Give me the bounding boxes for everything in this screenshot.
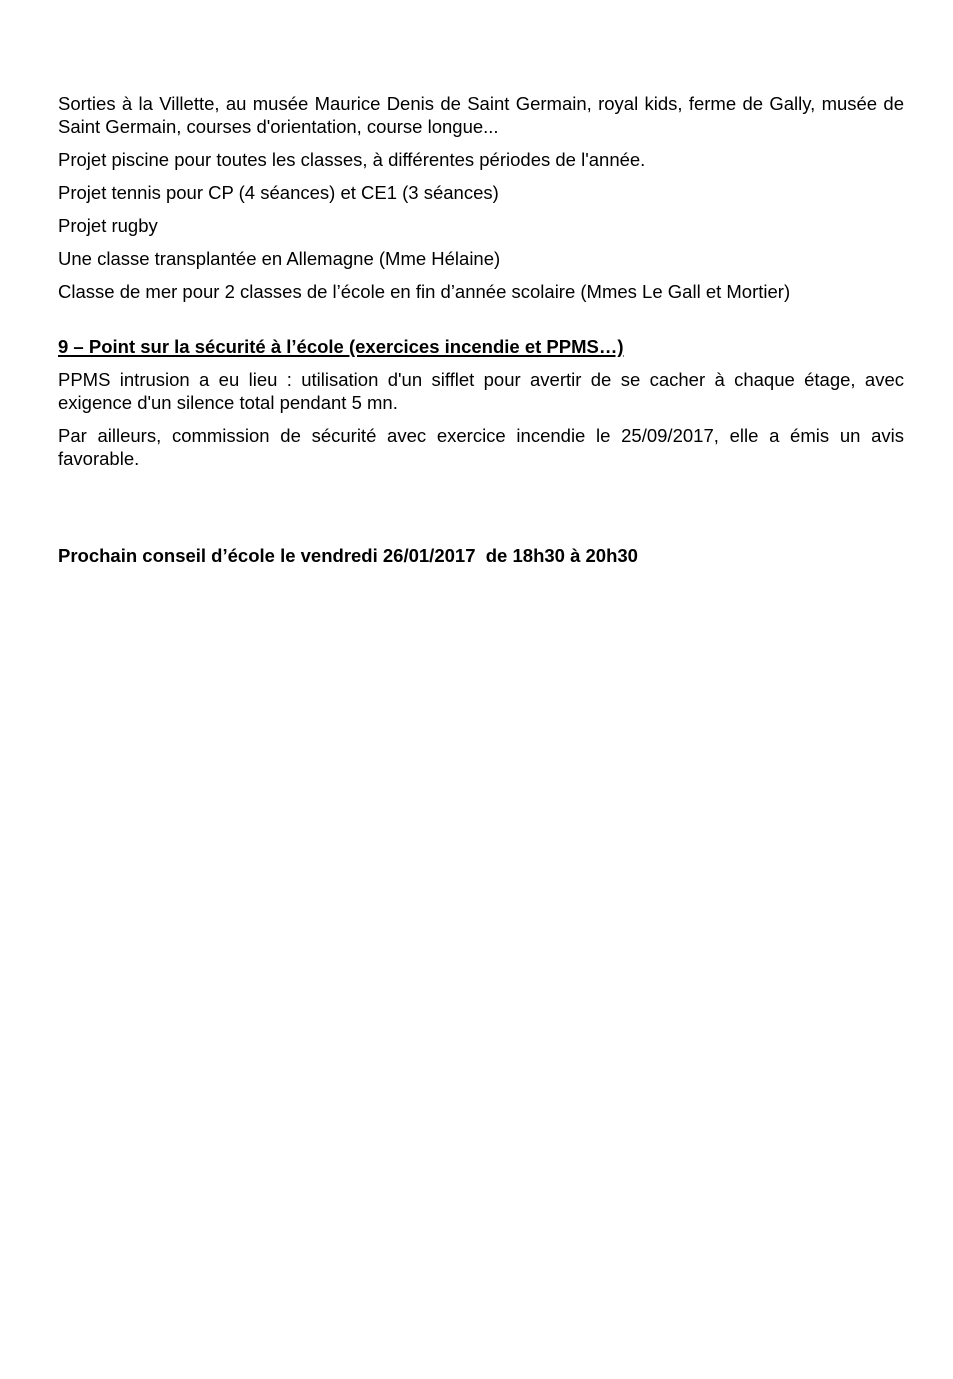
document-body — [58, 92, 904, 567]
sea-class-paragraph: Classe de mer pour 2 classes de l’école en fin d’année scolaire (Mmes Le Gall et Mortier) — [58, 281, 791, 302]
safety-commission-paragraph: Par ailleurs, commission de sécurité avec exercice incendie le 25/09/2017, elle a émis un avis favorable. — [58, 425, 904, 469]
ppms-paragraph: PPMS intrusion a eu lieu : utilisation d'un sifflet pour avertir de se cacher à chaque étage, avec exigence d'un silence total pendant 5 mn. — [58, 369, 904, 413]
next-council-announcement: Prochain conseil d’école le vendredi 26/01/2017 de 18h30 à 20h30 — [58, 545, 638, 566]
outings-paragraph: Sorties à la Villette, au musée Maurice Denis de Saint Germain, royal kids, ferme de Gally, musée de Saint Germain, courses d'orientation, course longue... — [58, 93, 904, 137]
pool-project-paragraph: Projet piscine pour toutes les classes, à différentes périodes de l'année. — [58, 149, 646, 170]
germany-class-paragraph: Une classe transplantée en Allemagne (Mme Hélaine) — [58, 248, 501, 269]
rugby-project-paragraph: Projet rugby — [58, 215, 158, 236]
tennis-project-paragraph: Projet tennis pour CP (4 séances) et CE1 (3 séances) — [58, 182, 499, 203]
safety-section-heading: 9 – Point sur la sécurité à l’école (exercices incendie et PPMS…) — [58, 336, 624, 357]
